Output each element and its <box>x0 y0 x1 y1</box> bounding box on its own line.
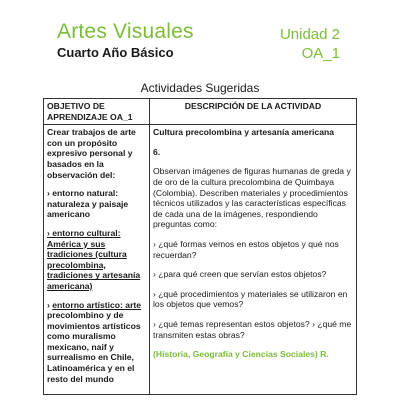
objective-code: OA_1 <box>301 45 340 62</box>
activity-question: › ¿para qué creen que servían estos objetos? <box>153 269 327 280</box>
grade-subtitle: Cuarto Año Básico <box>57 45 174 60</box>
objective-item-natural: › entorno natural: naturaleza y paisaje americano <box>47 188 129 220</box>
table-row <box>44 125 357 395</box>
activity-question: › ¿qué procedimientos y materiales se utilizaron en los objetos que vemos? <box>153 288 348 310</box>
objective-item-artistic <box>47 300 146 385</box>
table-header-row <box>44 99 357 125</box>
item-bullet: › <box>47 299 53 310</box>
activities-table <box>43 98 357 395</box>
objective-intro: Crear trabajos de arte con un propósito expresivo personal y basados en la observación del: <box>47 127 136 180</box>
activity-question: › ¿qué formas vemos en estos objetos y qué nos recuerdan? <box>153 238 339 260</box>
activity-description: Observan imágenes de figuras humanas de greda y de oro de la cultura precolombina de Quimbaya (Colombia). Describen materiales y procedimientos técnicos utilizados y las características específicas de cada una de la imágenes, respondiendo preguntas como: <box>153 166 351 230</box>
unit-block <box>280 26 340 62</box>
description-column-header: DESCRIPCIÓN DE LA ACTIVIDAD <box>150 99 357 125</box>
objective-column-header: OBJETIVO DE APRENDIZAJE OA_1 <box>44 99 150 125</box>
objective-cell <box>44 125 150 395</box>
objective-item-cultural: › entorno cultural: América y sus tradiciones (cultura precolombina, tradiciones y artesanía americana) <box>47 227 141 291</box>
unit-label: Unidad 2 <box>279 26 340 43</box>
activity-title: Cultura precolombina y artesanía americana <box>153 127 335 138</box>
document-header <box>57 21 194 61</box>
subject-title: Artes Visuales <box>57 20 194 43</box>
activity-subjects: (Historia, Geografía y Ciencias Sociales) R. <box>153 349 329 360</box>
objective-item-artistic-rest: precolombino y de movimientos artísticos como muralismo mexicano, naif y surrealismo en Chile, Latinoamérica y en el resto del mundo <box>47 310 141 384</box>
activity-number: 6. <box>153 146 161 157</box>
objective-item-artistic-link: entorno artístico: arte <box>52 299 142 310</box>
activity-cell <box>150 125 357 395</box>
section-title: Actividades Sugeridas <box>140 81 260 95</box>
activity-question: › ¿qué temas representan estos objetos? › ¿qué me transmiten estas obras? <box>153 318 352 340</box>
